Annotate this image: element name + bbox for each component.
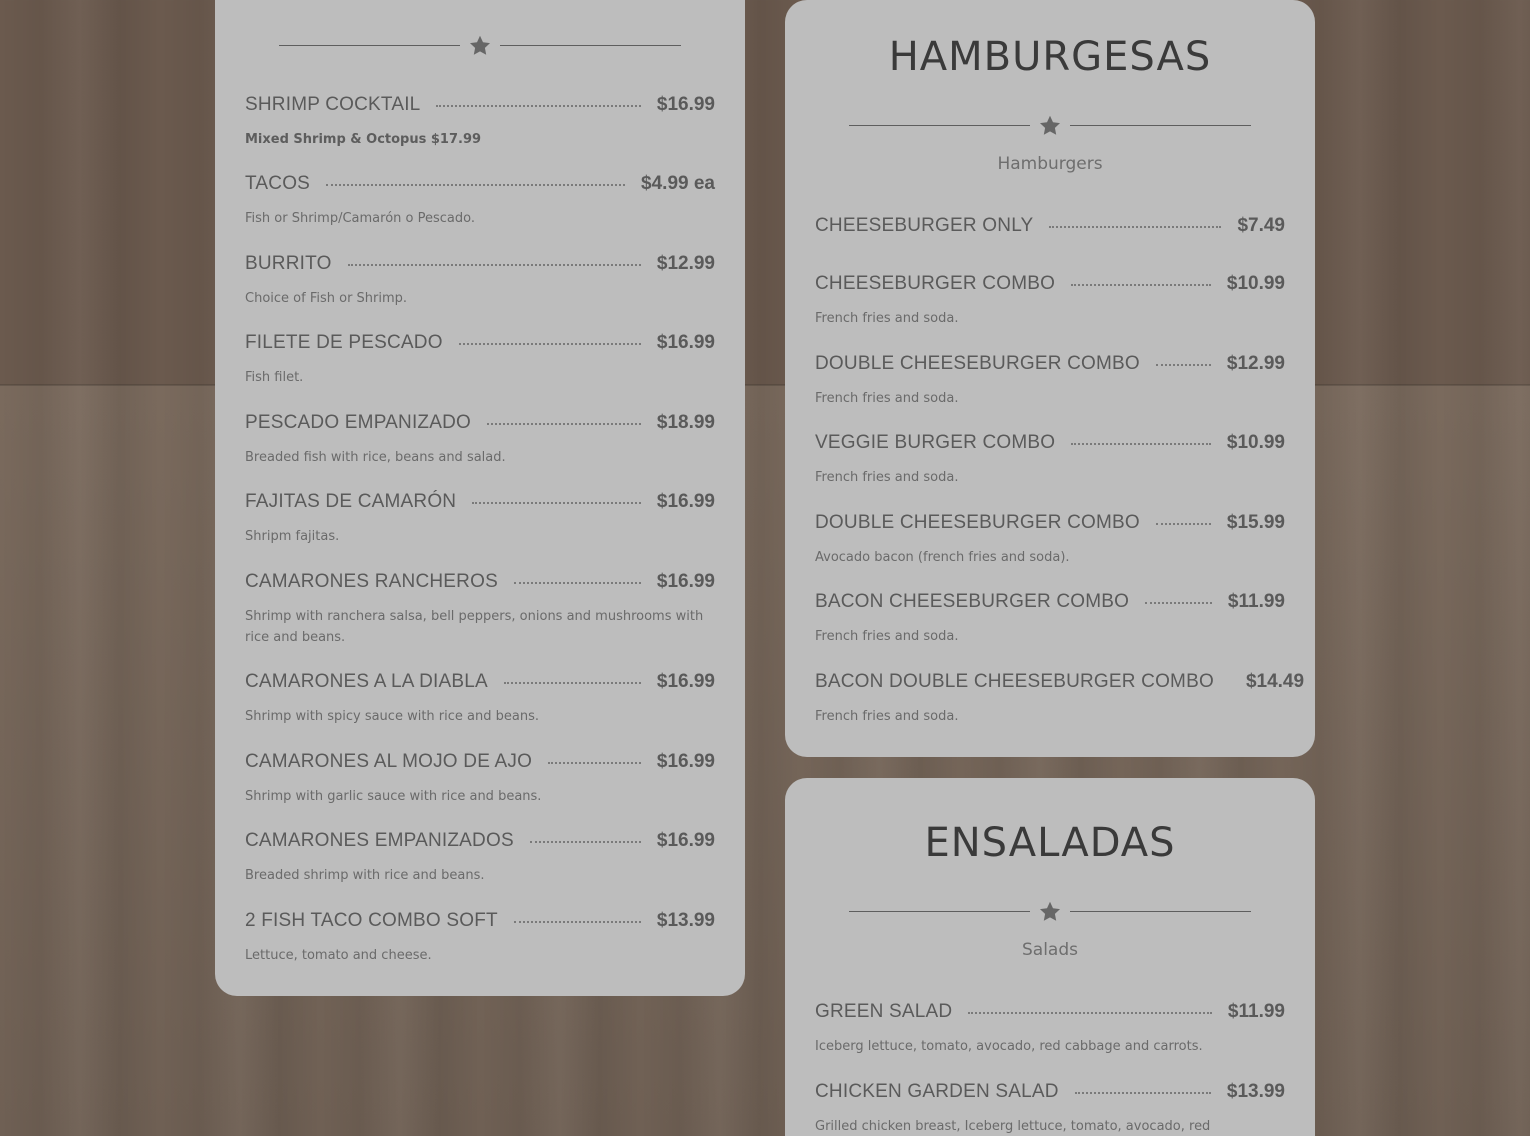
star-icon	[1038, 114, 1062, 138]
item-description: Lettuce, tomato and cheese.	[245, 948, 432, 963]
leader-dots	[459, 343, 641, 345]
leader-dots	[504, 682, 641, 684]
item-price: $16.99	[656, 491, 715, 512]
item-name: CAMARONES RANCHEROS	[245, 571, 498, 592]
item-price: $18.99	[656, 412, 715, 433]
item-description: Shrimp with ranchera salsa, bell peppers, onions and mushrooms with rice and beans.	[245, 609, 704, 645]
menu-item	[815, 352, 1285, 409]
item-name: PESCADO EMPANIZADO	[245, 412, 472, 433]
item-name: CHICKEN GARDEN SALAD	[815, 1081, 1059, 1102]
item-name: FILETE DE PESCADO	[245, 332, 443, 353]
menu-item	[245, 331, 715, 388]
leader-dots	[514, 921, 641, 923]
leader-dots	[514, 582, 641, 584]
menu-item	[245, 252, 715, 309]
menu-item	[245, 750, 715, 807]
item-description: French fries and soda.	[815, 709, 959, 724]
menu-item	[815, 272, 1285, 329]
section-subtitle: Salads	[1022, 940, 1078, 960]
section-divider	[849, 900, 1251, 924]
item-price: $11.99	[1227, 591, 1285, 612]
star-icon	[1038, 900, 1062, 924]
menu-item	[245, 909, 715, 966]
menu-item	[245, 172, 715, 229]
item-description: Fish or Shrimp/Camarón o Pescado.	[245, 211, 475, 226]
leader-dots	[348, 264, 641, 266]
menu-item	[245, 93, 715, 150]
item-description: Grilled chicken breast, Iceberg lettuce, tomato, avocado, red	[815, 1119, 1211, 1134]
menu-item	[815, 590, 1285, 647]
menu-item	[245, 670, 715, 727]
leader-dots	[968, 1012, 1212, 1014]
item-name: CHEESEBURGER ONLY	[815, 215, 1034, 236]
item-name: CAMARONES AL MOJO DE AJO	[245, 751, 533, 772]
leader-dots	[1156, 523, 1211, 525]
item-name: DOUBLE CHEESEBURGER COMBO	[815, 353, 1140, 374]
item-description: Mixed Shrimp & Octopus $17.99	[245, 132, 482, 147]
menu-item	[245, 829, 715, 886]
item-description: Breaded fish with rice, beans and salad.	[245, 450, 506, 465]
item-description: French fries and soda.	[815, 391, 959, 406]
item-price: $16.99	[656, 751, 715, 772]
item-name: TACOS	[245, 173, 311, 194]
item-name: CHEESEBURGER COMBO	[815, 273, 1056, 294]
item-price: $7.49	[1237, 215, 1285, 236]
item-name: DOUBLE CHEESEBURGER COMBO	[815, 512, 1140, 533]
item-name: BURRITO	[245, 253, 332, 274]
item-price: $16.99	[656, 571, 715, 592]
item-name: SHRIMP COCKTAIL	[245, 94, 421, 115]
item-description: French fries and soda.	[815, 470, 959, 485]
item-name: FAJITAS DE CAMARÓN	[245, 491, 457, 512]
leader-dots	[1075, 1092, 1211, 1094]
menu-item	[815, 431, 1285, 488]
leader-dots	[1145, 602, 1212, 604]
item-price: $16.99	[656, 830, 715, 851]
item-price: $11.99	[1227, 1001, 1285, 1022]
burgers-menu-card	[785, 0, 1315, 757]
menu-item	[245, 570, 715, 648]
item-price: $12.99	[1226, 353, 1285, 374]
item-name: CAMARONES A LA DIABLA	[245, 671, 488, 692]
menu-item	[245, 490, 715, 547]
seafood-menu-card	[215, 0, 745, 996]
leader-dots	[487, 423, 641, 425]
item-name: BACON CHEESEBURGER COMBO	[815, 591, 1130, 612]
item-description: Choice of Fish or Shrimp.	[245, 291, 408, 306]
item-price: $15.99	[1226, 512, 1285, 533]
item-description: Iceberg lettuce, tomato, avocado, red cabbage and carrots.	[815, 1039, 1203, 1054]
item-description: Avocado bacon (french fries and soda).	[815, 550, 1070, 565]
leader-dots	[1071, 443, 1211, 445]
menu-item	[245, 411, 715, 468]
item-price: $16.99	[656, 332, 715, 353]
item-name: VEGGIE BURGER COMBO	[815, 432, 1056, 453]
section-divider	[849, 114, 1251, 138]
item-price: $10.99	[1226, 432, 1285, 453]
section-divider	[279, 34, 681, 58]
item-name: BACON DOUBLE CHEESEBURGER COMBO	[815, 671, 1214, 692]
menu-item	[815, 1080, 1285, 1136]
item-description: Shrimp with garlic sauce with rice and beans.	[245, 789, 542, 804]
item-price: $4.99 ea	[641, 173, 715, 194]
salads-menu-card	[785, 778, 1315, 1136]
item-description: Shripm fajitas.	[245, 529, 340, 544]
leader-dots	[1071, 284, 1211, 286]
menu-item	[815, 511, 1285, 568]
leader-dots	[530, 841, 641, 843]
item-price: $16.99	[656, 671, 715, 692]
item-price: $16.99	[656, 94, 715, 115]
menu-item	[815, 670, 1305, 727]
section-subtitle: Hamburgers	[997, 154, 1103, 174]
section-title: HAMBURGESAS	[888, 34, 1212, 80]
item-price: $13.99	[656, 910, 715, 931]
item-description: Fish filet.	[245, 370, 304, 385]
item-name: GREEN SALAD	[815, 1001, 953, 1022]
item-price: $14.49	[1245, 671, 1305, 692]
leader-dots	[1156, 364, 1211, 366]
leader-dots	[472, 502, 641, 504]
item-description: Shrimp with spicy sauce with rice and beans.	[245, 709, 539, 724]
item-description: Breaded shrimp with rice and beans.	[245, 868, 485, 883]
item-description: French fries and soda.	[815, 311, 959, 326]
item-price: $10.99	[1226, 273, 1285, 294]
item-price: $12.99	[656, 253, 715, 274]
section-title: ENSALADAS	[924, 820, 1176, 866]
leader-dots	[436, 105, 640, 107]
item-name: CAMARONES EMPANIZADOS	[245, 830, 514, 851]
leader-dots	[326, 184, 625, 186]
item-price: $13.99	[1226, 1081, 1285, 1102]
leader-dots	[548, 762, 641, 764]
leader-dots	[1049, 226, 1221, 228]
item-name: 2 FISH TACO COMBO SOFT	[245, 910, 498, 931]
menu-item	[815, 214, 1285, 238]
item-description: French fries and soda.	[815, 629, 959, 644]
star-icon	[468, 34, 492, 58]
menu-item	[815, 1000, 1285, 1057]
